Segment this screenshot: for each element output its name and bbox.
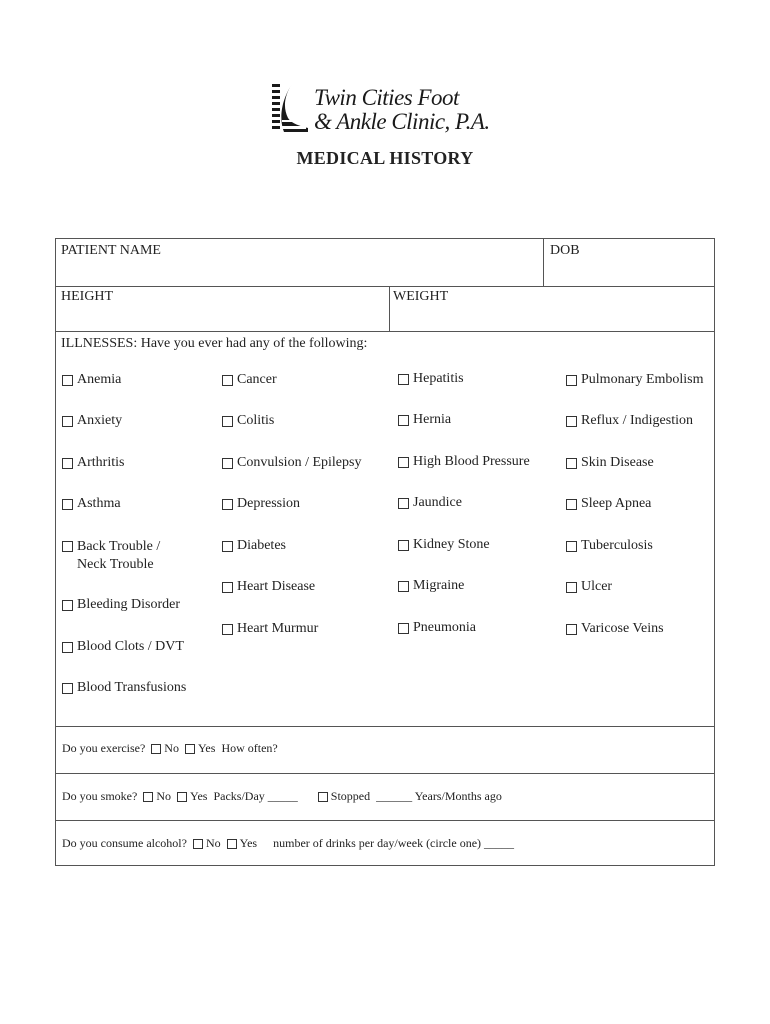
checkbox-icon[interactable]	[222, 624, 233, 635]
divider	[56, 331, 714, 332]
illness-checkbox[interactable]: Skin Disease	[566, 455, 654, 471]
illness-checkbox[interactable]: Asthma	[62, 496, 121, 512]
illness-checkbox[interactable]: Sleep Apnea	[566, 496, 651, 512]
checkbox-icon[interactable]	[222, 458, 233, 469]
checkbox-icon[interactable]	[222, 375, 233, 386]
illness-checkbox[interactable]: Varicose Veins	[566, 621, 664, 637]
illness-checkbox[interactable]: Depression	[222, 496, 300, 512]
medical-history-form	[55, 238, 715, 866]
checkbox-icon[interactable]	[62, 458, 73, 469]
checkbox-icon[interactable]	[398, 374, 409, 385]
checkbox-icon[interactable]	[566, 458, 577, 469]
checkbox-icon[interactable]	[62, 541, 73, 552]
checkbox-icon[interactable]	[566, 375, 577, 386]
patient-name-field[interactable]: PATIENT NAME	[61, 243, 161, 258]
checkbox-icon[interactable]	[398, 581, 409, 592]
checkbox-icon[interactable]	[398, 540, 409, 551]
years-months-ago-field[interactable]: ______ Years/Months ago	[376, 789, 502, 803]
checkbox-icon[interactable]	[566, 541, 577, 552]
smoke-stopped-checkbox[interactable]	[318, 792, 328, 802]
checkbox-icon[interactable]	[62, 683, 73, 694]
checkbox-icon[interactable]	[398, 415, 409, 426]
checkbox-icon[interactable]	[62, 375, 73, 386]
divider	[389, 286, 390, 331]
alcohol-question: Do you consume alcohol? No Yes number of drinks per day/week (circle one) _____	[62, 836, 515, 850]
drinks-per-day-field[interactable]: number of drinks per day/week (circle one) _____	[273, 836, 515, 850]
illness-checkbox[interactable]: Ulcer	[566, 579, 612, 595]
illness-checkbox[interactable]: Anemia	[62, 372, 121, 388]
logo-line-2: & Ankle Clinic, P.A.	[314, 109, 490, 134]
illness-checkbox[interactable]: Pulmonary Embolism	[566, 372, 704, 388]
illness-checkbox[interactable]: Arthritis	[62, 455, 124, 471]
page-title: MEDICAL HISTORY	[296, 148, 474, 168]
illness-checkbox[interactable]: Back Trouble / Neck Trouble	[62, 538, 160, 574]
illness-checkbox[interactable]: Hernia	[398, 412, 451, 428]
checkbox-icon[interactable]	[566, 624, 577, 635]
divider	[56, 286, 714, 287]
illnesses-prompt: ILLNESSES: Have you ever had any of the following:	[61, 336, 368, 351]
illness-checkbox[interactable]: Blood Transfusions	[62, 680, 186, 696]
smoke-no-checkbox[interactable]	[143, 792, 153, 802]
illness-checkbox[interactable]: Bleeding Disorder	[62, 597, 180, 613]
illness-checkbox[interactable]: Blood Clots / DVT	[62, 639, 184, 655]
illness-checkbox[interactable]: Heart Murmur	[222, 621, 318, 637]
illness-checkbox[interactable]: Hepatitis	[398, 371, 464, 387]
illness-checkbox[interactable]: Anxiety	[62, 413, 122, 429]
alcohol-no-checkbox[interactable]	[193, 839, 203, 849]
illness-checkbox[interactable]: Diabetes	[222, 538, 286, 554]
checkbox-icon[interactable]	[398, 498, 409, 509]
illness-checkbox[interactable]: Migraine	[398, 578, 464, 594]
checkbox-icon[interactable]	[566, 416, 577, 427]
checkbox-icon[interactable]	[62, 600, 73, 611]
checkbox-icon[interactable]	[222, 541, 233, 552]
exercise-yes-checkbox[interactable]	[185, 744, 195, 754]
alcohol-yes-checkbox[interactable]	[227, 839, 237, 849]
checkbox-icon[interactable]	[222, 582, 233, 593]
exercise-question: Do you exercise? No Yes How often?	[62, 741, 278, 755]
illness-checkbox[interactable]: Heart Disease	[222, 579, 315, 595]
illness-checkbox[interactable]: Tuberculosis	[566, 538, 653, 554]
illness-checkbox[interactable]: Colitis	[222, 413, 274, 429]
divider	[56, 726, 714, 727]
smoke-yes-checkbox[interactable]	[177, 792, 187, 802]
illness-checkbox[interactable]: Reflux / Indigestion	[566, 413, 693, 429]
weight-field[interactable]: WEIGHT	[393, 289, 449, 304]
checkbox-icon[interactable]	[566, 499, 577, 510]
divider	[543, 239, 544, 286]
illness-checkbox[interactable]: Jaundice	[398, 495, 462, 511]
exercise-no-checkbox[interactable]	[151, 744, 161, 754]
illness-checkbox[interactable]: Cancer	[222, 372, 277, 388]
checkbox-icon[interactable]	[62, 642, 73, 653]
height-field[interactable]: HEIGHT	[61, 289, 114, 304]
illness-checkbox[interactable]: Kidney Stone	[398, 537, 490, 553]
clinic-logo	[270, 82, 510, 138]
checkbox-icon[interactable]	[222, 499, 233, 510]
divider	[56, 820, 714, 821]
checkbox-icon[interactable]	[566, 582, 577, 593]
illness-checkbox[interactable]: Pneumonia	[398, 620, 476, 636]
illness-checkbox[interactable]: Convulsion / Epilepsy	[222, 455, 361, 471]
exercise-how-often: How often?	[221, 741, 278, 755]
checkbox-icon[interactable]	[62, 499, 73, 510]
divider	[56, 773, 714, 774]
logo-line-1: Twin Cities Foot	[314, 85, 459, 110]
packs-per-day-field[interactable]: Packs/Day _____	[213, 789, 298, 803]
checkbox-icon[interactable]	[222, 416, 233, 427]
logo-mark-icon	[270, 82, 314, 134]
checkbox-icon[interactable]	[398, 623, 409, 634]
checkbox-icon[interactable]	[398, 457, 409, 468]
smoke-question: Do you smoke? No Yes Packs/Day _____ Stopped ______ Years/Months ago	[62, 789, 502, 803]
illness-checkbox[interactable]: High Blood Pressure	[398, 454, 530, 470]
checkbox-icon[interactable]	[62, 416, 73, 427]
dob-field[interactable]: DOB	[550, 243, 580, 258]
